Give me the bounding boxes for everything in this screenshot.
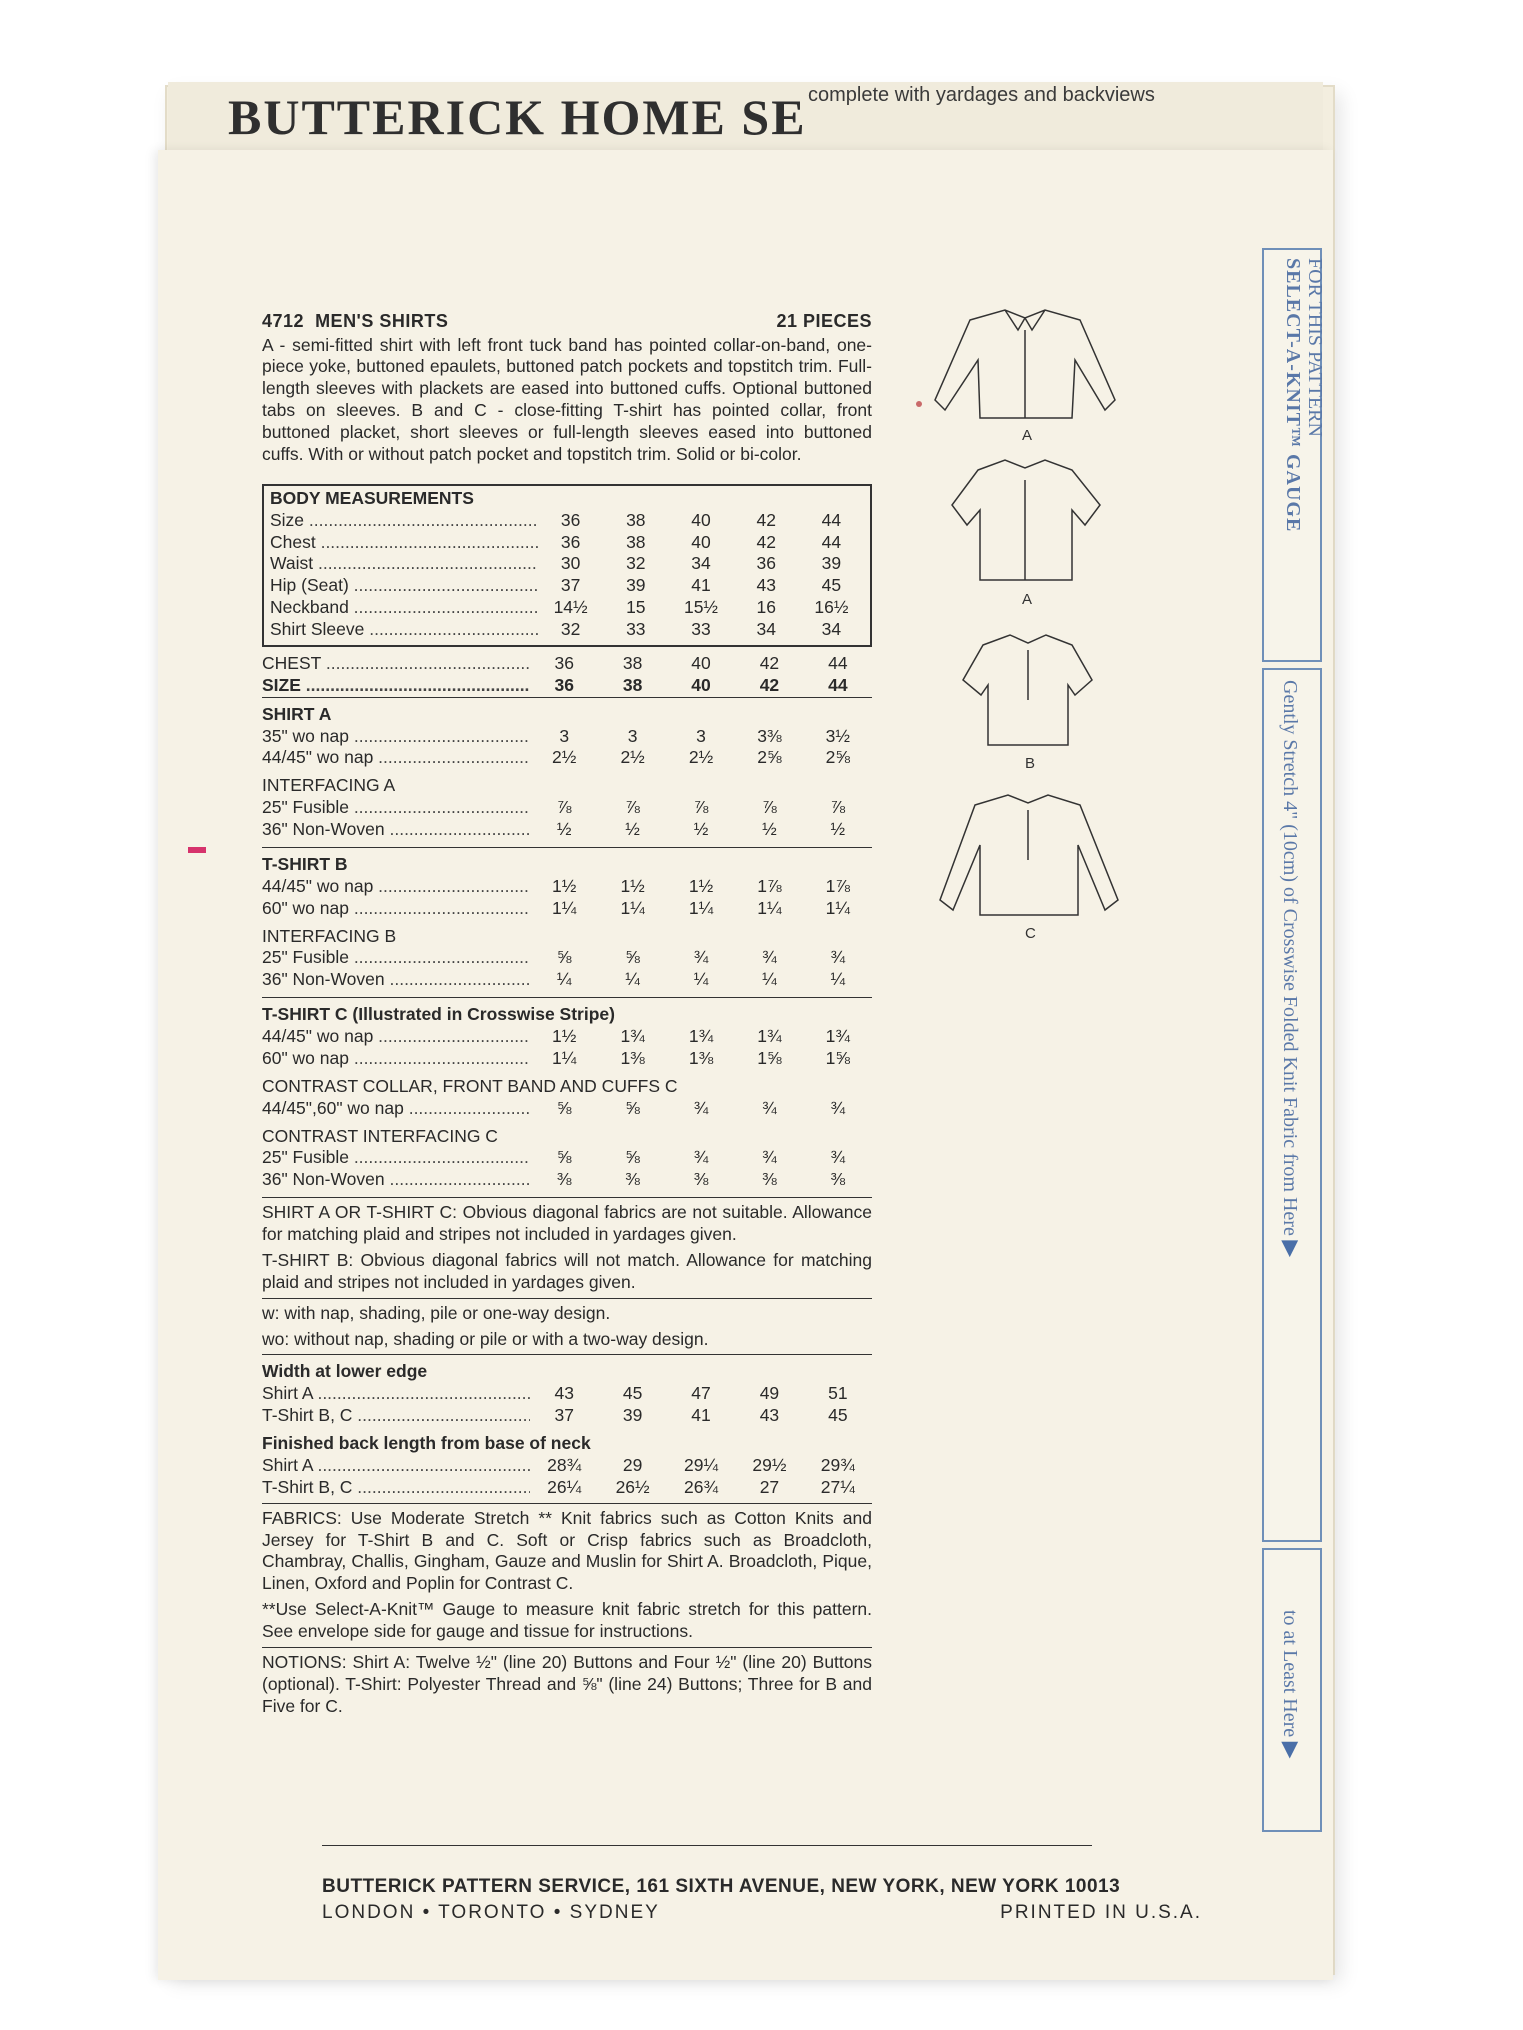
row-value: ⅜ <box>556 1169 572 1190</box>
pattern-footer <box>322 1876 1212 1924</box>
arrow-down-icon: ▶ <box>1279 1240 1304 1258</box>
row-label: 60" wo nap ..... <box>262 898 530 920</box>
row-value: 32 <box>626 553 646 574</box>
pattern-number: 4712 <box>262 311 305 331</box>
width-row <box>262 1405 872 1427</box>
contrast-collar-row <box>262 1098 872 1120</box>
row-value: 38 <box>626 531 646 552</box>
row-label: SIZE ..... <box>262 675 530 697</box>
row-value: 1½ <box>688 875 714 896</box>
gauge-note: **Use Select-A-Knit™ Gauge to measure knit fabric stretch for this pattern. See envelope side for gauge and tissue for instructions. <box>262 1599 872 1641</box>
row-value: 36 <box>554 652 574 673</box>
tshirt-c-title: T-SHIRT C (Illustrated in Crosswise Stripe) <box>262 1004 615 1025</box>
row-value: ½ <box>556 819 572 839</box>
row-label: T-Shirt B, C ..... <box>262 1405 530 1427</box>
row-value: ½ <box>762 819 777 839</box>
row-value: ⅝ <box>625 1147 640 1168</box>
size-row <box>262 675 872 697</box>
row-value: 29¼ <box>683 1454 719 1475</box>
row-label: 36" Non-Woven ..... <box>262 819 530 841</box>
measurement-row <box>270 532 864 554</box>
row-value: 40 <box>691 531 711 552</box>
tshirt-c-illustration <box>940 795 1118 915</box>
interfacing-b-row <box>262 969 872 991</box>
row-value: 41 <box>691 1405 711 1426</box>
tshirt-c-row <box>262 1048 872 1070</box>
row-value: ¾ <box>762 1147 777 1168</box>
length-row <box>262 1477 872 1499</box>
row-value: 14½ <box>553 597 588 618</box>
row-value: ¼ <box>556 969 572 990</box>
row-value: ¾ <box>762 947 777 968</box>
row-value: 39 <box>626 575 646 596</box>
tshirt-b-illustration <box>963 635 1092 745</box>
pink-tab-mark <box>188 847 206 853</box>
measurement-row <box>270 597 864 619</box>
row-label: 44/45",60" wo nap ..... <box>262 1098 530 1120</box>
row-value: 2½ <box>620 747 645 768</box>
row-label: 36" Non-Woven ..... <box>262 1169 530 1191</box>
contrast-collar-title: CONTRAST COLLAR, FRONT BAND AND CUFFS C <box>262 1075 678 1096</box>
row-value: 2⅝ <box>757 747 782 768</box>
row-value: 27 <box>759 1476 780 1497</box>
row-label: 44/45" wo nap ..... <box>262 1026 530 1048</box>
row-value: 33 <box>691 619 711 639</box>
illustration-label-a2: A <box>1022 591 1033 608</box>
row-label: Shirt A ..... <box>262 1383 530 1405</box>
measurement-row <box>270 619 864 641</box>
row-value: 29½ <box>752 1454 787 1475</box>
body-measurements-title: BODY MEASUREMENTS <box>270 487 474 508</box>
row-value: 44 <box>828 652 848 673</box>
office-cities: LONDON • TORONTO • SYDNEY <box>322 1902 660 1923</box>
row-value: 51 <box>828 1383 848 1404</box>
row-value: ⅝ <box>556 947 572 968</box>
row-value: ⅞ <box>762 797 777 818</box>
row-value: 39 <box>821 553 842 574</box>
contrast-interfacing-row <box>262 1169 872 1191</box>
row-value: 29 <box>622 1454 643 1475</box>
row-value: 42 <box>756 509 776 530</box>
row-value: 41 <box>691 575 711 596</box>
row-value: ¼ <box>693 969 709 990</box>
gauge-instruction: Gently Stretch 4" (10cm) of Crosswise Folded Knit Fabric from Here <box>1279 680 1301 1236</box>
row-value: 3 <box>696 725 706 746</box>
row-value: 45 <box>821 575 842 596</box>
row-value: ¾ <box>693 1147 709 1168</box>
select-a-knit-gauge <box>1262 248 1326 1838</box>
row-value: 36 <box>554 674 574 695</box>
row-value: 43 <box>756 575 776 596</box>
shirt-a-longsleeve-illustration <box>935 310 1115 418</box>
row-value: 1¼ <box>825 897 850 918</box>
body-measurements-table <box>262 484 872 647</box>
note-tshirt-b: T-SHIRT B: Obvious diagonal fabrics will not match. Allowance for matching plaid and stripes not included in yardages given. <box>262 1249 872 1292</box>
row-label: Hip (Seat) ..... <box>270 575 538 597</box>
company-address: BUTTERICK PATTERN SERVICE, 161 SIXTH AVENUE, NEW YORK, NEW YORK 10013 <box>322 1876 1121 1897</box>
row-value: 26¼ <box>547 1476 582 1497</box>
width-row <box>262 1383 872 1405</box>
row-value: 26¾ <box>683 1476 719 1497</box>
row-value: 28¾ <box>547 1454 582 1475</box>
row-value: ⅝ <box>556 1097 572 1118</box>
brand-heading: BUTTERICK HOME SE <box>228 89 807 145</box>
interfacing-a-title: INTERFACING A <box>262 775 396 796</box>
row-label: Shirt Sleeve ..... <box>270 619 538 641</box>
row-value: ⅜ <box>693 1169 709 1190</box>
note-with-nap: w: with nap, shading, pile or one-way design. <box>262 1302 611 1323</box>
row-value: ¼ <box>762 969 777 990</box>
row-value: 1⅜ <box>620 1047 645 1068</box>
row-value: 15½ <box>683 597 719 618</box>
row-value: 3 <box>559 725 570 746</box>
illustration-label-c: C <box>1025 925 1036 942</box>
row-value: 1¾ <box>757 1026 782 1046</box>
row-value: 1¾ <box>825 1026 850 1046</box>
row-value: 36 <box>756 553 776 574</box>
row-value: 1⅞ <box>757 875 782 896</box>
row-value: 1¼ <box>552 1047 577 1068</box>
illustration-label-b: B <box>1025 755 1036 772</box>
contrast-interfacing-title: CONTRAST INTERFACING C <box>262 1125 498 1146</box>
row-value: 36 <box>560 531 581 552</box>
row-value: 1¼ <box>757 897 782 918</box>
row-value: 34 <box>821 619 842 639</box>
tshirt-b-row <box>262 876 872 898</box>
interfacing-b-title: INTERFACING B <box>262 925 397 946</box>
row-value: 38 <box>622 674 643 695</box>
row-value: 44 <box>821 531 842 552</box>
row-value: ⅜ <box>830 1169 846 1190</box>
tshirt-b-title: T-SHIRT B <box>262 853 348 874</box>
tshirt-b-row <box>262 898 872 920</box>
row-value: 16½ <box>814 597 849 618</box>
measurement-row <box>270 575 864 597</box>
row-value: 3 <box>627 725 638 746</box>
row-label: 44/45" wo nap ..... <box>262 876 530 898</box>
row-value: 45 <box>622 1383 643 1404</box>
row-value: ¾ <box>830 947 846 968</box>
gauge-title: SELECT-A-KNIT™ GAUGE <box>1282 258 1304 533</box>
row-value: 1¼ <box>688 897 714 918</box>
length-title: Finished back length from base of neck <box>262 1433 591 1453</box>
row-value: 1⅞ <box>825 875 850 896</box>
footer-rule <box>322 1845 1092 1846</box>
row-value: ¾ <box>830 1097 846 1118</box>
pattern-description: A - semi-fitted shirt with left front tuck band has pointed collar-on-band, one-piece yoke, buttoned epaulets, buttoned patch pockets and topstitch trim. Full-length sleeves with plackets are eased into buttoned cuffs. Optional buttoned tabs on sleeves. B and C - close-fitting T-shirt has pointed collar, front buttoned placket, short sleeves or full-length sleeves eased into buttoned cuffs. With or without patch pocket and topstitch trim. Solid or bi-color. <box>262 334 872 464</box>
row-value: ¾ <box>693 947 709 968</box>
row-value: ⅞ <box>693 797 709 818</box>
row-label: 25" Fusible ..... <box>262 947 530 969</box>
row-value: 39 <box>622 1405 643 1426</box>
row-label: Waist ..... <box>270 553 538 575</box>
illustration-label-a1: A <box>1022 427 1033 444</box>
contrast-interfacing-row <box>262 1147 872 1169</box>
row-label: T-Shirt B, C ..... <box>262 1477 530 1499</box>
pattern-title-row <box>262 310 872 333</box>
row-value: 3⅜ <box>757 725 782 746</box>
row-value: 2½ <box>552 747 577 768</box>
row-value: 26½ <box>615 1476 650 1497</box>
row-value: 15 <box>626 597 646 618</box>
row-value: ⅜ <box>762 1169 777 1190</box>
pattern-name: MEN'S SHIRTS <box>315 311 449 331</box>
row-value: 30 <box>560 553 581 574</box>
row-label: 35" wo nap ..... <box>262 726 530 748</box>
fabrics-text: FABRICS: Use Moderate Stretch ** Knit fabrics such as Cotton Knits and Jersey for T-Shirt B and C. Soft or Crisp fabrics such as Broadcloth, Chambray, Challis, Gingham, Gauze and Muslin for Shirt A. Broadcloth, Pique, Linen, Oxford and Poplin for Contrast C. <box>262 1507 872 1594</box>
interfacing-a-row <box>262 797 872 819</box>
row-value: 36 <box>560 509 581 530</box>
chest-row <box>262 653 872 675</box>
row-value: ⅜ <box>625 1169 640 1190</box>
gauge-instruction-panel <box>1262 668 1322 1542</box>
gauge-end: to at Least Here <box>1279 1610 1301 1738</box>
row-value: 1¼ <box>552 897 577 918</box>
row-value: ⅝ <box>625 947 640 968</box>
row-value: 40 <box>691 509 711 530</box>
row-value: 1½ <box>552 1026 577 1046</box>
arrow-down-icon: ▶ <box>1279 1741 1304 1759</box>
row-value: 42 <box>756 531 776 552</box>
shirt-a-row <box>262 726 872 748</box>
row-value: 1½ <box>552 875 577 896</box>
row-value: 2½ <box>688 747 714 768</box>
illustration-dot <box>916 401 922 407</box>
row-value: 29¾ <box>820 1454 855 1475</box>
row-value: 44 <box>828 674 848 695</box>
row-value: ½ <box>693 819 709 839</box>
pattern-info <box>262 310 872 1722</box>
row-value: 34 <box>691 553 711 574</box>
gauge-title-panel <box>1262 248 1326 662</box>
row-label: 60" wo nap ..... <box>262 1048 530 1070</box>
row-value: 37 <box>560 575 581 596</box>
row-value: 43 <box>554 1383 574 1404</box>
row-value: 44 <box>821 509 842 530</box>
row-label: 44/45" wo nap ..... <box>262 747 530 769</box>
row-label: CHEST ..... <box>262 653 530 675</box>
row-value: 40 <box>691 674 711 695</box>
row-value: 1½ <box>620 875 645 896</box>
note-shirt-a-c: SHIRT A OR T-SHIRT C: Obvious diagonal fabrics are not suitable. Allowance for matching plaid and stripes not included in yardages given. <box>262 1202 872 1244</box>
row-label: Shirt A ..... <box>262 1455 530 1477</box>
row-value: ¾ <box>693 1097 709 1118</box>
row-value: 43 <box>759 1405 780 1426</box>
row-value: ¼ <box>625 969 640 990</box>
shirt-a-row <box>262 747 872 769</box>
row-value: 37 <box>554 1405 574 1426</box>
tshirt-c-row <box>262 1026 872 1048</box>
row-label: Neckband ..... <box>270 597 538 619</box>
row-value: 1¼ <box>620 897 645 918</box>
measurement-row <box>270 510 864 532</box>
row-value: 3½ <box>825 725 850 746</box>
row-value: 1⅝ <box>757 1047 782 1068</box>
row-value: 40 <box>691 652 711 673</box>
measurement-row <box>270 553 864 575</box>
row-value: 2⅝ <box>825 747 850 768</box>
row-value: ½ <box>830 819 846 839</box>
row-value: 47 <box>691 1383 711 1404</box>
note-without-nap: wo: without nap, shading or pile or with a two-way design. <box>262 1328 709 1349</box>
row-value: 1¾ <box>688 1026 714 1046</box>
interfacing-a-row <box>262 819 872 841</box>
row-label: Size ..... <box>270 510 538 532</box>
brand-tagline: complete with yardages and backviews <box>808 84 1155 106</box>
pattern-pieces: 21 PIECES <box>776 311 872 331</box>
garment-illustrations <box>900 300 1160 950</box>
width-title: Width at lower edge <box>262 1361 428 1382</box>
gauge-end-panel <box>1262 1548 1322 1832</box>
row-label: 25" Fusible ..... <box>262 1147 530 1169</box>
length-row <box>262 1455 872 1477</box>
row-value: 16 <box>756 597 776 618</box>
shirt-a-title: SHIRT A <box>262 703 332 724</box>
row-value: 32 <box>560 619 581 639</box>
row-value: 38 <box>622 652 643 673</box>
row-value: 27¼ <box>820 1476 855 1497</box>
row-value: ⅝ <box>556 1147 572 1168</box>
row-value: 1⅜ <box>688 1047 714 1068</box>
row-value: ¾ <box>830 1147 846 1168</box>
gauge-subtitle: FOR THIS PATTERN <box>1304 258 1326 437</box>
shirt-a-shortsleeve-illustration <box>952 460 1100 580</box>
row-label: 36" Non-Woven ..... <box>262 969 530 991</box>
row-label: 25" Fusible ..... <box>262 797 530 819</box>
row-label: Chest ..... <box>270 532 538 554</box>
row-value: ⅞ <box>556 797 572 818</box>
row-value: ¼ <box>830 969 846 990</box>
row-value: 49 <box>759 1383 780 1404</box>
interfacing-b-row <box>262 947 872 969</box>
row-value: ⅝ <box>625 1097 640 1118</box>
row-value: ½ <box>625 819 640 839</box>
printed-in: PRINTED IN U.S.A. <box>1000 1902 1202 1923</box>
row-value: 33 <box>626 619 646 639</box>
row-value: 38 <box>626 509 646 530</box>
row-value: 1¾ <box>620 1026 645 1046</box>
row-value: 34 <box>756 619 776 639</box>
row-value: ¾ <box>762 1097 777 1118</box>
row-value: 42 <box>759 652 780 673</box>
notions-text: NOTIONS: Shirt A: Twelve ½" (line 20) Buttons and Four ½" (line 20) Buttons (optional). T-Shirt: Polyester Thread and ⅝" (line 24) Buttons; Three for B and Five for C. <box>262 1651 872 1716</box>
envelope-top-flap <box>168 82 1323 153</box>
row-value: ⅞ <box>830 797 846 818</box>
row-value: 1⅝ <box>825 1047 850 1068</box>
row-value: ⅞ <box>625 797 640 818</box>
row-value: 42 <box>759 674 780 695</box>
row-value: 45 <box>828 1405 848 1426</box>
